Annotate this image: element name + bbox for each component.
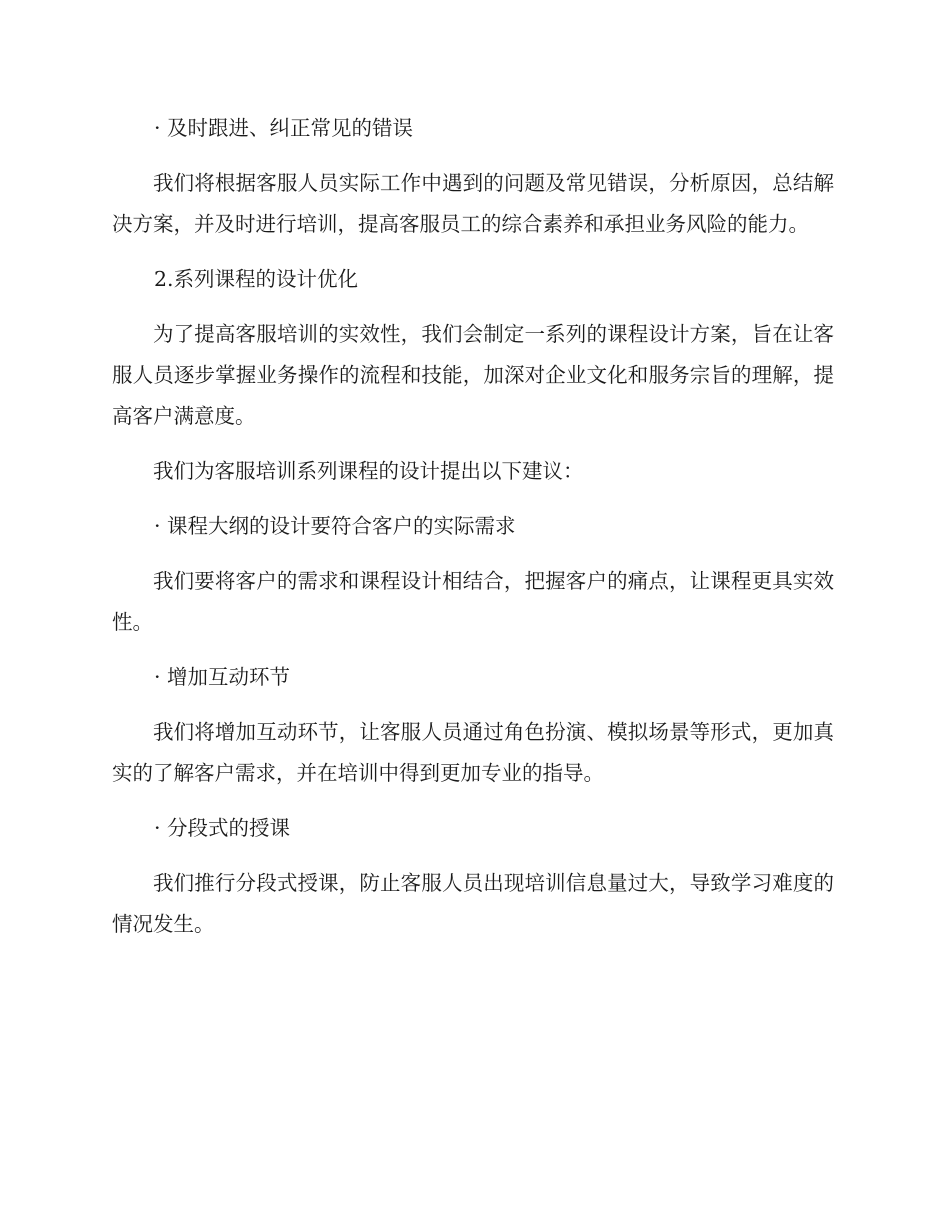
paragraph-suggestions-intro: 我们为客服培训系列课程的设计提出以下建议： [153, 459, 584, 483]
bullet-follow-up: · 及时跟进、纠正常见的错误 [154, 116, 414, 140]
paragraph-segmented: 我们推行分段式授课，防止客服人员出现培训信息量过大，导致学习难度的情况发生。 [112, 871, 834, 936]
paragraph-syllabus: 我们要将客户的需求和课程设计相结合，把握客户的痛点，让课程更具实效性。 [112, 569, 834, 634]
paragraph-course-plan: 为了提高客服培训的实效性，我们会制定一系列的课程设计方案，旨在让客服人员逐步掌握业务操作的流程和技能，加深对企业文化和服务宗旨的理解，提高客户满意度。 [112, 322, 834, 428]
document-body [112, 108, 834, 959]
paragraph-interaction: 我们将增加互动环节，让客服人员通过角色扮演、模拟场景等形式，更加真实的了解客户需求，并在培训中得到更加专业的指导。 [112, 720, 834, 785]
bullet-segmented: · 分段式的授课 [154, 816, 291, 840]
section-heading-course-design: 2.系列课程的设计优化 [154, 267, 359, 291]
bullet-interaction: · 增加互动环节 [154, 665, 291, 689]
bullet-syllabus: · 课程大纲的设计要符合客户的实际需求 [154, 514, 516, 538]
paragraph-error-analysis: 我们将根据客服人员实际工作中遇到的问题及常见错误，分析原因，总结解决方案，并及时进行培训，提高客服员工的综合素养和承担业务风险的能力。 [112, 171, 834, 236]
